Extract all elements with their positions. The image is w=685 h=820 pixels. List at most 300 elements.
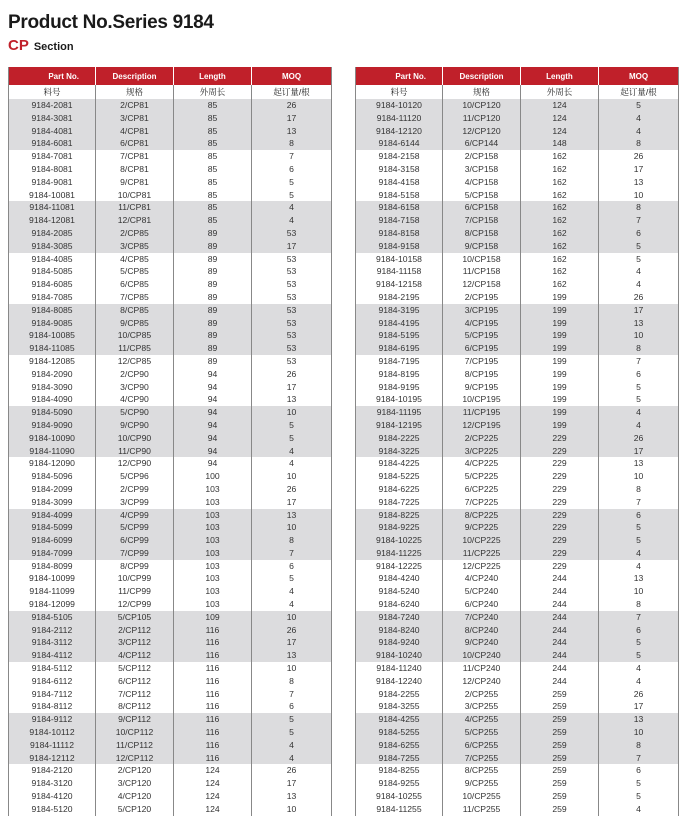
cell-description: 2/CP120 [96, 764, 174, 777]
cell-length: 229 [521, 432, 599, 445]
table-row [9, 163, 332, 176]
table-row [9, 803, 332, 816]
cell-description: 12/CP240 [443, 675, 521, 688]
cell-part-no: 9184-10225 [356, 534, 443, 547]
table-row [9, 304, 332, 317]
cell-description: 11/CP158 [443, 265, 521, 278]
cell-description: 11/CP112 [96, 739, 174, 752]
cell-moq: 6 [252, 163, 332, 176]
table-row [9, 611, 332, 624]
cell-description: 12/CP112 [96, 752, 174, 765]
cell-length: 85 [174, 176, 252, 189]
cell-part-no: 9184-9090 [9, 419, 96, 432]
cell-part-no: 9184-12081 [9, 214, 96, 227]
table-row [356, 317, 679, 330]
cell-description: 2/CP99 [96, 483, 174, 496]
subheader-moq: 起订量/根 [252, 85, 332, 99]
subheader-part-no: 料号 [390, 87, 408, 97]
cell-length: 162 [521, 189, 599, 202]
cell-moq: 10 [252, 803, 332, 816]
table-row [356, 393, 679, 406]
cell-part-no: 9184-3085 [9, 240, 96, 253]
table-row [356, 125, 679, 138]
table-row [9, 253, 332, 266]
cell-length: 259 [521, 700, 599, 713]
cell-length: 162 [521, 201, 599, 214]
cell-description: 12/CP120 [443, 125, 521, 138]
cell-description: 4/CP81 [96, 125, 174, 138]
cell-moq: 8 [599, 137, 679, 150]
table-row [356, 457, 679, 470]
cell-length: 103 [174, 560, 252, 573]
cell-moq: 8 [599, 598, 679, 611]
table-row [356, 445, 679, 458]
table-row [356, 240, 679, 253]
cell-description: 6/CP158 [443, 201, 521, 214]
cell-moq: 5 [252, 572, 332, 585]
cell-length: 244 [521, 624, 599, 637]
cell-length: 94 [174, 406, 252, 419]
cell-moq: 17 [252, 496, 332, 509]
cell-part-no: 9184-4099 [9, 509, 96, 522]
cell-moq: 13 [252, 509, 332, 522]
table-row [356, 585, 679, 598]
cell-part-no: 9184-9112 [9, 713, 96, 726]
table-row [356, 99, 679, 112]
table-row [356, 777, 679, 790]
cell-description: 10/CP90 [96, 432, 174, 445]
cell-length: 199 [521, 291, 599, 304]
cell-description: 4/CP120 [96, 790, 174, 803]
cell-moq: 5 [599, 636, 679, 649]
table-row [356, 688, 679, 701]
table-row [9, 176, 332, 189]
cell-description: 5/CP112 [96, 662, 174, 675]
table-row [9, 509, 332, 522]
cell-moq: 53 [252, 304, 332, 317]
cell-length: 199 [521, 355, 599, 368]
cell-length: 89 [174, 291, 252, 304]
cell-description: 2/CP225 [443, 432, 521, 445]
cell-length: 259 [521, 752, 599, 765]
subheader-length: 外周长 [521, 85, 599, 99]
cell-part-no: 9184-4225 [378, 458, 420, 469]
cell-moq: 53 [252, 227, 332, 240]
cell-description: 10/CP120 [443, 99, 521, 112]
table-row [9, 406, 332, 419]
subheader-part-no: 料号 [43, 87, 61, 97]
table-row [356, 572, 679, 585]
table-row [356, 355, 679, 368]
col-header-description: Description [96, 67, 174, 85]
cell-moq: 5 [252, 419, 332, 432]
cell-part-no: 9184-10158 [376, 253, 422, 264]
cell-length: 100 [174, 470, 252, 483]
cell-moq: 10 [599, 189, 679, 202]
table-row [9, 777, 332, 790]
table-row [356, 189, 679, 202]
subheader-row [356, 85, 679, 99]
table-row [356, 329, 679, 342]
cell-length: 85 [174, 125, 252, 138]
cell-part-no: 9184-3158 [378, 163, 420, 174]
cell-length: 89 [174, 342, 252, 355]
cell-description: 6/CP85 [96, 278, 174, 291]
cell-moq: 53 [252, 253, 332, 266]
cell-description: 11/CP225 [443, 547, 521, 560]
cell-description: 9/CP195 [443, 381, 521, 394]
table-row [356, 496, 679, 509]
cell-part-no: 9184-8255 [378, 765, 420, 776]
table-row [9, 739, 332, 752]
cell-part-no: 9184-5195 [356, 329, 443, 342]
cell-moq: 10 [252, 470, 332, 483]
cell-moq: 5 [252, 713, 332, 726]
cell-description: 8/CP240 [443, 624, 521, 637]
cell-moq: 10 [252, 406, 332, 419]
table-row [356, 112, 679, 125]
cell-length: 116 [174, 662, 252, 675]
cell-length: 85 [174, 189, 252, 202]
table-row [9, 99, 332, 112]
cell-part-no: 9184-2225 [356, 432, 443, 445]
cell-moq: 4 [252, 752, 332, 765]
cell-moq: 7 [252, 688, 332, 701]
cell-description: 4/CP225 [443, 457, 521, 470]
cell-moq: 7 [252, 150, 332, 163]
cell-length: 124 [521, 99, 599, 112]
table-row [356, 406, 679, 419]
cell-part-no: 9184-10090 [9, 432, 96, 445]
cell-length: 229 [521, 470, 599, 483]
cell-part-no: 9184-2099 [31, 483, 73, 494]
cell-length: 199 [521, 393, 599, 406]
table-row [356, 137, 679, 150]
cell-moq: 53 [252, 329, 332, 342]
cell-description: 8/CP225 [443, 509, 521, 522]
cell-moq: 4 [252, 457, 332, 470]
cell-moq: 6 [599, 764, 679, 777]
table-row [9, 457, 332, 470]
cell-part-no: 9184-2195 [378, 291, 420, 302]
header-row [9, 67, 332, 85]
table-row [9, 112, 332, 125]
cell-length: 89 [174, 329, 252, 342]
cell-moq: 5 [599, 253, 679, 266]
table-row [356, 636, 679, 649]
cell-part-no: 9184-6144 [356, 137, 443, 150]
cell-description: 11/CP85 [96, 342, 174, 355]
cell-length: 103 [174, 572, 252, 585]
col-header-moq: MOQ [252, 67, 332, 85]
cell-description: 3/CP195 [443, 304, 521, 317]
cell-part-no: 9184-11120 [356, 112, 443, 125]
cell-part-no: 9184-5096 [31, 471, 73, 482]
cell-description: 3/CP120 [96, 777, 174, 790]
cell-description: 2/CP85 [96, 227, 174, 240]
cell-description: 12/CP195 [443, 419, 521, 432]
cell-length: 124 [174, 764, 252, 777]
cell-length: 162 [521, 227, 599, 240]
cell-part-no: 9184-4081 [9, 125, 96, 138]
cell-moq: 17 [252, 381, 332, 394]
cell-moq: 17 [599, 445, 679, 458]
table-row [9, 125, 332, 138]
table-row [9, 240, 332, 253]
cell-length: 85 [174, 214, 252, 227]
cell-moq: 53 [252, 278, 332, 291]
cell-length: 89 [174, 317, 252, 330]
cell-length: 94 [174, 381, 252, 394]
table-row [356, 649, 679, 662]
table-row [9, 572, 332, 585]
table-row [9, 649, 332, 662]
cell-length: 116 [174, 688, 252, 701]
cell-length: 148 [521, 137, 599, 150]
cell-length: 199 [521, 368, 599, 381]
table-row [9, 342, 332, 355]
cell-description: 4/CP112 [96, 649, 174, 662]
cell-part-no: 9184-8195 [378, 368, 420, 379]
cell-length: 162 [521, 150, 599, 163]
cell-description: 12/CP99 [96, 598, 174, 611]
cell-length: 85 [174, 112, 252, 125]
cell-description: 4/CP158 [443, 176, 521, 189]
cell-length: 229 [521, 521, 599, 534]
cell-moq: 17 [599, 700, 679, 713]
cell-part-no: 9184-7240 [356, 611, 443, 624]
cell-description: 7/CP255 [443, 752, 521, 765]
table-row [9, 368, 332, 381]
cell-moq: 26 [599, 150, 679, 163]
table-row [9, 636, 332, 649]
table-row [356, 790, 679, 803]
cell-length: 103 [174, 483, 252, 496]
table-row [9, 150, 332, 163]
subheader-description: 规格 [96, 85, 174, 99]
cell-description: 7/CP195 [443, 355, 521, 368]
cell-description: 10/CP158 [443, 253, 521, 266]
cell-description: 9/CP90 [96, 419, 174, 432]
cell-description: 6/CP255 [443, 739, 521, 752]
table-row [356, 253, 679, 266]
cell-moq: 4 [599, 112, 679, 125]
cell-description: 4/CP85 [96, 253, 174, 266]
cell-description: 5/CP225 [443, 470, 521, 483]
cell-length: 116 [174, 636, 252, 649]
header-row [356, 67, 679, 85]
table-row [356, 624, 679, 637]
cell-description: 10/CP99 [96, 572, 174, 585]
table-row [356, 713, 679, 726]
cell-length: 259 [521, 803, 599, 816]
cell-moq: 53 [252, 355, 332, 368]
table-row [356, 214, 679, 227]
cell-moq: 13 [599, 317, 679, 330]
table-row [9, 278, 332, 291]
cell-moq: 53 [252, 317, 332, 330]
cell-length: 244 [521, 675, 599, 688]
table-row [356, 432, 679, 445]
cell-moq: 26 [599, 432, 679, 445]
cell-length: 244 [521, 572, 599, 585]
cell-length: 89 [174, 240, 252, 253]
cell-length: 244 [521, 598, 599, 611]
cell-moq: 5 [252, 189, 332, 202]
cell-length: 85 [174, 137, 252, 150]
cell-moq: 4 [252, 585, 332, 598]
table-row [9, 547, 332, 560]
cell-part-no: 9184-9158 [356, 240, 443, 253]
cell-part-no: 9184-12225 [376, 560, 422, 571]
cell-length: 259 [521, 739, 599, 752]
table-row [356, 764, 679, 777]
cell-description: 8/CP85 [96, 304, 174, 317]
cell-length: 94 [174, 393, 252, 406]
cell-length: 94 [174, 457, 252, 470]
cell-description: 4/CP195 [443, 317, 521, 330]
cell-part-no: 9184-5158 [378, 189, 420, 200]
table-row [9, 189, 332, 202]
cell-length: 85 [174, 163, 252, 176]
cell-length: 259 [521, 790, 599, 803]
cell-description: 6/CP225 [443, 483, 521, 496]
cell-part-no: 9184-9195 [378, 381, 420, 392]
cell-part-no: 9184-11255 [376, 803, 422, 814]
cell-description: 3/CP112 [96, 636, 174, 649]
cell-part-no: 9184-5085 [31, 266, 73, 277]
cell-part-no: 9184-12195 [356, 419, 443, 432]
cell-moq: 17 [252, 636, 332, 649]
cell-description: 12/CP81 [96, 214, 174, 227]
table-row [356, 163, 679, 176]
table-row [9, 214, 332, 227]
col-header-moq: MOQ [599, 67, 679, 85]
cell-length: 103 [174, 496, 252, 509]
cell-part-no: 9184-2255 [378, 688, 420, 699]
cell-moq: 5 [599, 649, 679, 662]
cell-description: 2/CP195 [443, 291, 521, 304]
cell-description: 2/CP112 [96, 624, 174, 637]
cell-description: 4/CP255 [443, 713, 521, 726]
cell-description: 5/CP90 [96, 406, 174, 419]
cell-description: 10/CP85 [96, 329, 174, 342]
cell-moq: 4 [599, 560, 679, 573]
cell-description: 4/CP99 [96, 509, 174, 522]
table-row [356, 726, 679, 739]
cell-length: 199 [521, 329, 599, 342]
table-row [356, 304, 679, 317]
table-row [356, 675, 679, 688]
table-row [9, 521, 332, 534]
cell-length: 199 [521, 342, 599, 355]
table-row [9, 560, 332, 573]
cell-part-no: 9184-5105 [9, 611, 96, 624]
cell-description: 8/CP255 [443, 764, 521, 777]
cell-description: 2/CP90 [96, 368, 174, 381]
cell-description: 7/CP240 [443, 611, 521, 624]
cell-moq: 7 [599, 214, 679, 227]
cell-moq: 13 [599, 713, 679, 726]
table-row [356, 662, 679, 675]
cell-description: 3/CP255 [443, 700, 521, 713]
table-row [9, 381, 332, 394]
cell-description: 11/CP99 [96, 585, 174, 598]
cell-length: 116 [174, 752, 252, 765]
cell-part-no: 9184-7195 [378, 355, 420, 366]
cell-moq: 7 [599, 496, 679, 509]
cell-moq: 4 [599, 662, 679, 675]
table-row [356, 483, 679, 496]
cell-moq: 5 [599, 777, 679, 790]
cell-length: 229 [521, 509, 599, 522]
table-row [9, 445, 332, 458]
col-header-length: Length [521, 67, 599, 85]
cell-description: 7/CP158 [443, 214, 521, 227]
cell-moq: 17 [252, 240, 332, 253]
cell-moq: 4 [252, 445, 332, 458]
cell-description: 10/CP240 [443, 649, 521, 662]
cell-length: 244 [521, 611, 599, 624]
cell-part-no: 9184-6255 [356, 739, 443, 752]
cell-part-no: 9184-6081 [9, 137, 96, 150]
cell-length: 162 [521, 240, 599, 253]
table-row [356, 342, 679, 355]
cell-part-no: 9184-11225 [356, 547, 443, 560]
cell-length: 199 [521, 419, 599, 432]
col-header-part-no: Part No. [356, 67, 443, 85]
cell-part-no: 9184-6099 [9, 534, 96, 547]
cell-part-no: 9184-2158 [378, 151, 420, 162]
cell-length: 259 [521, 713, 599, 726]
cell-length: 116 [174, 649, 252, 662]
cell-length: 103 [174, 547, 252, 560]
cell-part-no: 9184-4240 [378, 573, 420, 584]
cell-description: 5/CP105 [96, 611, 174, 624]
cell-length: 244 [521, 662, 599, 675]
cell-moq: 6 [252, 560, 332, 573]
cell-moq: 7 [252, 547, 332, 560]
cell-description: 11/CP240 [443, 662, 521, 675]
cell-moq: 5 [599, 393, 679, 406]
cell-moq: 4 [599, 278, 679, 291]
cell-part-no: 9184-3081 [9, 112, 96, 125]
table-row [356, 227, 679, 240]
cell-description: 9/CP158 [443, 240, 521, 253]
cell-part-no: 9184-10240 [356, 649, 443, 662]
cell-length: 116 [174, 700, 252, 713]
cell-part-no: 9184-6240 [378, 599, 420, 610]
table-row [356, 534, 679, 547]
cell-length: 229 [521, 483, 599, 496]
cell-part-no: 9184-3195 [356, 304, 443, 317]
cell-part-no: 9184-7225 [378, 496, 420, 507]
cell-moq: 5 [599, 381, 679, 394]
cell-length: 94 [174, 368, 252, 381]
section-label: Section [33, 41, 74, 53]
table-row [9, 483, 332, 496]
table-row [356, 381, 679, 394]
cell-description: 3/CP85 [96, 240, 174, 253]
cell-moq: 26 [252, 624, 332, 637]
cell-part-no: 9184-12240 [376, 675, 422, 686]
table-row [356, 509, 679, 522]
cell-description: 9/CP112 [96, 713, 174, 726]
cell-part-no: 9184-2120 [31, 765, 73, 776]
cell-part-no: 9184-11195 [356, 406, 443, 419]
cell-part-no: 9184-5090 [9, 406, 96, 419]
cell-length: 103 [174, 521, 252, 534]
